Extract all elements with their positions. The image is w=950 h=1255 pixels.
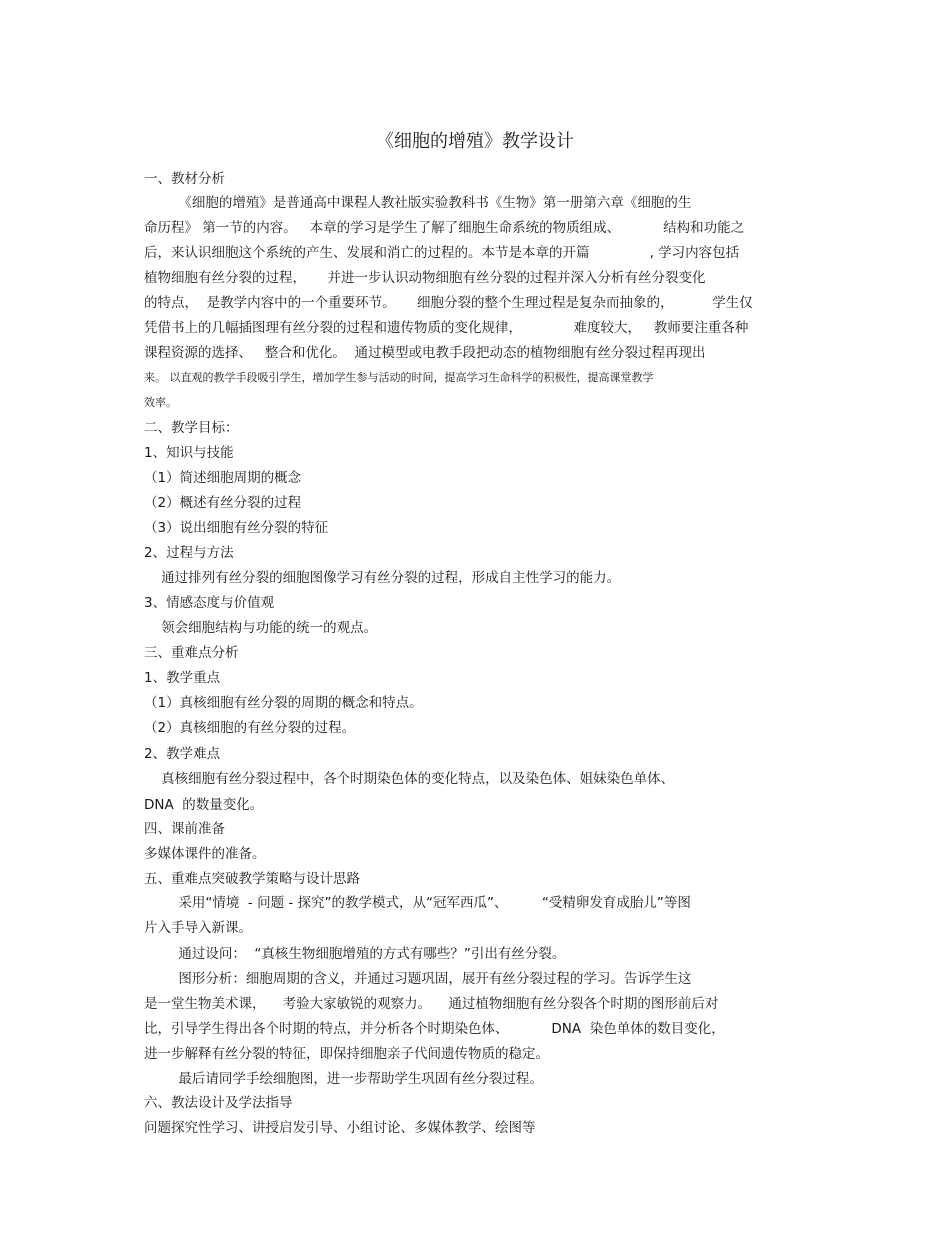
paragraph-line: 是一堂生物美术课， 考验大家敏锐的观察力。 通过植物细胞有丝分裂各个时期的图形前后对 [144,996,719,1012]
paragraph-line: 后，来认识细胞这个系统的产生、发展和消亡的过程的。本节是本章的开篇 , 学习内容包括 [144,245,740,261]
document-title: 《细胞的增殖》教学设计 [376,131,574,152]
list-item: （1）真核细胞有丝分裂的周期的概念和特点。 [144,695,423,711]
paragraph-line: 效率。 [144,396,177,409]
section-heading: 二、教学目标： [144,420,239,436]
paragraph-line: 植物细胞有丝分裂的过程， 并进一步认识动物细胞有丝分裂的过程并深入分析有丝分裂变化 [144,270,706,286]
paragraph-line: 《细胞的增殖》是普通高中课程人教社版实验教科书《生物》第一册第六章《细胞的生 [144,195,692,211]
paragraph-line: DNA 的数量变化。 [144,797,264,813]
paragraph-line: 来。 以直观的教学手段吸引学生，增加学生参与活动的时间，提高学习生命科学的积极性，提高课堂教学 [144,371,654,384]
section-heading: 一、教材分析 [144,171,225,187]
paragraph-line: 多媒体课件的准备。 [144,846,266,862]
subsection-heading: 3、情感态度与价值观 [144,595,275,611]
paragraph-line: 最后请同学手绘细胞图，进一步帮助学生巩固有丝分裂过程。 [144,1071,543,1087]
paragraph-line: 问题探究性学习、讲授启发引导、小组讨论、多媒体教学、绘图等 [144,1120,536,1136]
paragraph-line: 命历程》 第一节的内容。 本章的学习是学生了解了细胞生命系统的物质组成、 结构和功能之 [144,220,745,236]
section-heading: 四、课前准备 [144,821,225,837]
subsection-heading: 1、教学重点 [144,670,221,686]
subsection-heading: 2、过程与方法 [144,545,234,561]
paragraph-line: 通过设问： “真核生物细胞增殖的方式有哪些？”引出有丝分裂。 [144,946,566,962]
list-item: （2）概述有丝分裂的过程 [144,495,302,511]
paragraph-line: 片入手导入新课。 [144,920,252,936]
list-item: （2）真核细胞的有丝分裂的过程。 [144,720,356,736]
paragraph-line: 比，引导学生得出各个时期的特点，并分析各个时期染色体、 DNA 染色单体的数目变化， [144,1021,725,1037]
subsection-heading: 2、教学难点 [144,746,221,762]
paragraph-line: 凭借书上的几幅插图理有丝分裂的过程和遗传物质的变化规律， 难度较大， 教师要注重各种 [144,320,749,336]
paragraph-line: 采用“情境 - 问题 - 探究”的教学模式，从“冠军西瓜”、 “受精卵发育成胎儿”等图 [144,895,691,911]
paragraph-line: 图形分析：细胞周期的含义，并通过习题巩固，展开有丝分裂过程的学习。告诉学生这 [144,971,692,987]
paragraph-line: 课程资源的选择、 整合和优化。 通过模型或电教手段把动态的植物细胞有丝分裂过程再现出 [144,345,706,361]
paragraph-line: 真核细胞有丝分裂过程中，各个时期染色体的变化特点，以及染色体、姐妹染色单体、 [144,771,675,787]
paragraph-line: 领会细胞结构与功能的统一的观点。 [144,620,378,636]
paragraph-line: 进一步解释有丝分裂的特征，即保持细胞亲子代间遗传物质的稳定。 [144,1046,549,1062]
subsection-heading: 1、知识与技能 [144,445,234,461]
section-heading: 五、重难点突破教学策略与设计思路 [144,871,360,887]
list-item: （1）简述细胞周期的概念 [144,470,302,486]
section-heading: 三、重难点分析 [144,645,239,661]
section-heading: 六、教法设计及学法指导 [144,1095,293,1111]
paragraph-line: 的特点， 是教学内容中的一个重要环节。 细胞分裂的整个生理过程是复杂而抽象的， 学生仅 [144,295,753,311]
list-item: （3）说出细胞有丝分裂的特征 [144,520,329,536]
paragraph-line: 通过排列有丝分裂的细胞图像学习有丝分裂的过程，形成自主性学习的能力。 [144,570,621,586]
